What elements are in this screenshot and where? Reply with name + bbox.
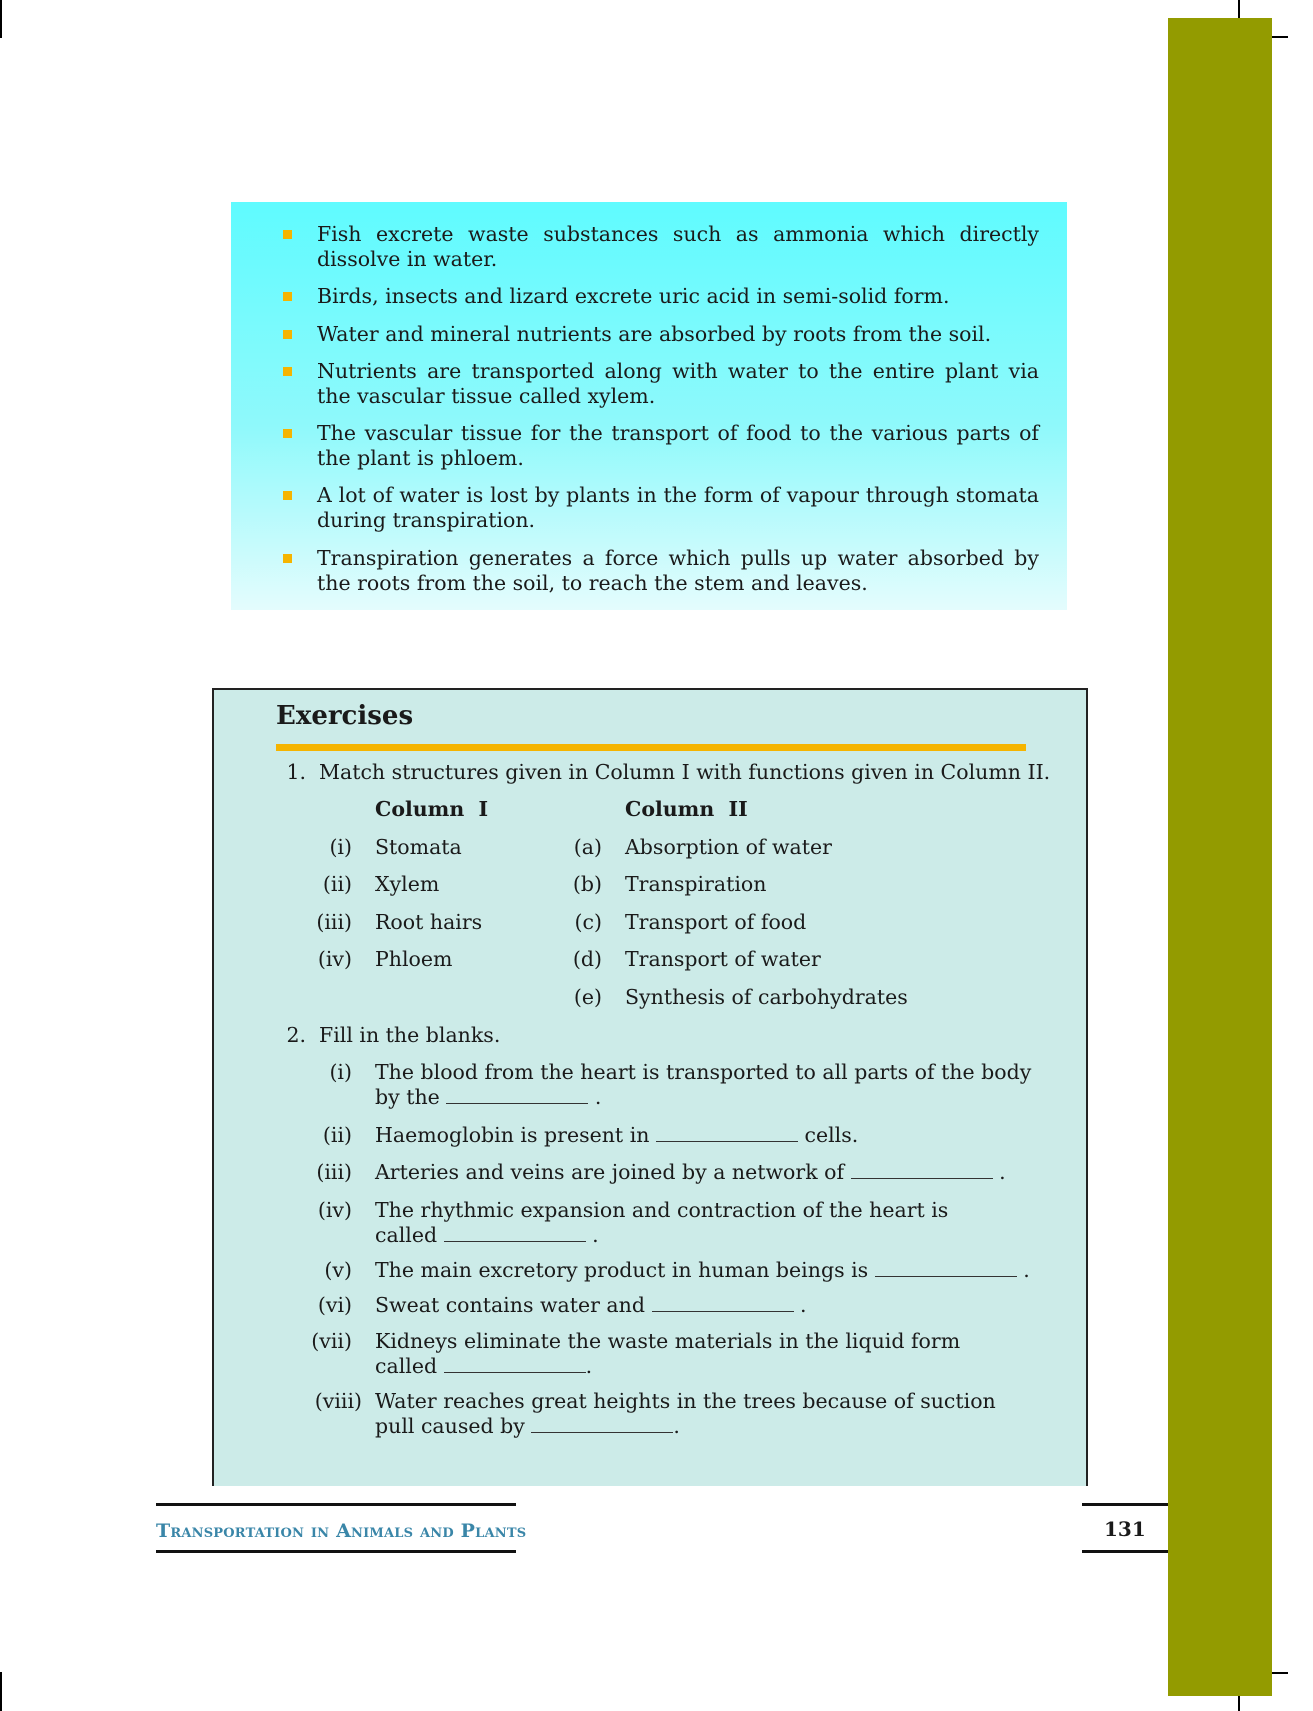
footer-rule	[1082, 1503, 1168, 1506]
summary-item: Water and mineral nutrients are absorbed by roots from the soil.	[317, 322, 1039, 347]
column-1-item: Stomata	[375, 835, 462, 859]
blank-number: (ii)	[322, 1123, 352, 1147]
bullet-icon	[283, 429, 292, 438]
chapter-side-bar	[1168, 18, 1272, 1696]
bullet-icon	[283, 230, 292, 239]
summary-box	[231, 202, 1067, 610]
footer-rule	[1082, 1550, 1168, 1553]
match-letter: (b)	[572, 872, 602, 896]
match-number: (iii)	[316, 910, 352, 934]
chapter-title: Transportation in Animals and Plants	[156, 1520, 527, 1542]
blank-number: (i)	[329, 1060, 352, 1084]
summary-item: Nutrients are transported along with water to the entire plant via the vascular tissue called xylem.	[317, 359, 1039, 409]
answer-blank[interactable]	[444, 1354, 586, 1373]
column-2-item: Synthesis of carbohydrates	[625, 985, 908, 1009]
column-1-item: Phloem	[375, 947, 453, 971]
summary-item: Transpiration generates a force which pulls up water absorbed by the roots from the soil, to reach the stem and leaves.	[317, 546, 1039, 596]
fill-blank-item: Kidneys eliminate the waste materials in the liquid form called .	[375, 1329, 961, 1378]
blank-number: (vii)	[311, 1329, 352, 1353]
summary-item: The vascular tissue for the transport of food to the various parts of the plant is phloem.	[317, 421, 1039, 471]
question-text: Fill in the blanks.	[319, 1023, 501, 1047]
answer-blank[interactable]	[656, 1123, 798, 1142]
column-2-item: Transport of water	[625, 947, 821, 971]
match-number: (ii)	[322, 872, 352, 896]
crop-mark	[0, 1672, 2, 1711]
question-text: Match structures given in Column I with functions given in Column II.	[319, 760, 1051, 784]
summary-item: Fish excrete waste substances such as ammonia which directly dissolve in water.	[317, 222, 1039, 272]
answer-blank[interactable]	[444, 1223, 586, 1242]
match-number: (i)	[329, 835, 352, 859]
answer-blank[interactable]	[851, 1160, 993, 1179]
answer-blank[interactable]	[875, 1258, 1017, 1277]
title-underline	[276, 744, 1026, 751]
match-letter: (a)	[573, 835, 602, 859]
blank-number: (iv)	[317, 1198, 352, 1222]
match-number: (iv)	[317, 947, 352, 971]
fill-blank-item: Sweat contains water and .	[375, 1293, 807, 1317]
column-2-header: Column II	[625, 797, 748, 821]
question-number: 1.	[286, 760, 306, 784]
bullet-icon	[283, 367, 292, 376]
bullet-icon	[283, 554, 292, 563]
column-1-item: Xylem	[375, 872, 440, 896]
answer-blank[interactable]	[531, 1414, 673, 1433]
answer-blank[interactable]	[652, 1293, 794, 1312]
match-letter: (c)	[574, 910, 602, 934]
fill-blank-item: The blood from the heart is transported to all parts of the body by the .	[375, 1060, 1032, 1109]
footer-rule	[156, 1503, 516, 1506]
bullet-icon	[283, 292, 292, 301]
exercises-title: Exercises	[276, 701, 414, 731]
summary-item: Birds, insects and lizard excrete uric acid in semi-solid form.	[317, 284, 1039, 309]
answer-blank[interactable]	[446, 1085, 588, 1104]
blank-number: (viii)	[314, 1389, 362, 1413]
question-number: 2.	[286, 1023, 306, 1047]
column-1-item: Root hairs	[375, 910, 483, 934]
bullet-icon	[283, 491, 292, 500]
page-number: 131	[1104, 1517, 1146, 1541]
fill-blank-item: The rhythmic expansion and contraction of the heart is called .	[375, 1198, 949, 1247]
match-letter: (e)	[573, 985, 602, 1009]
column-1-header: Column I	[375, 797, 489, 821]
summary-item: A lot of water is lost by plants in the form of vapour through stomata during transpiration.	[317, 483, 1039, 533]
fill-blank-item: Arteries and veins are joined by a network of .	[375, 1160, 1006, 1184]
fill-blank-item: Haemoglobin is present in cells.	[375, 1123, 859, 1147]
blank-number: (vi)	[317, 1293, 352, 1317]
bullet-icon	[283, 330, 292, 339]
fill-blank-item: Water reaches great heights in the trees because of suction pull caused by .	[375, 1389, 996, 1438]
crop-mark	[0, 0, 2, 38]
column-2-item: Transport of food	[625, 910, 807, 934]
match-letter: (d)	[572, 947, 602, 971]
fill-blank-item: The main excretory product in human beings is .	[375, 1258, 1030, 1282]
blank-number: (iii)	[316, 1160, 352, 1184]
column-2-item: Absorption of water	[625, 835, 832, 859]
column-2-item: Transpiration	[625, 872, 767, 896]
footer-rule	[156, 1550, 516, 1553]
blank-number: (v)	[324, 1258, 352, 1282]
